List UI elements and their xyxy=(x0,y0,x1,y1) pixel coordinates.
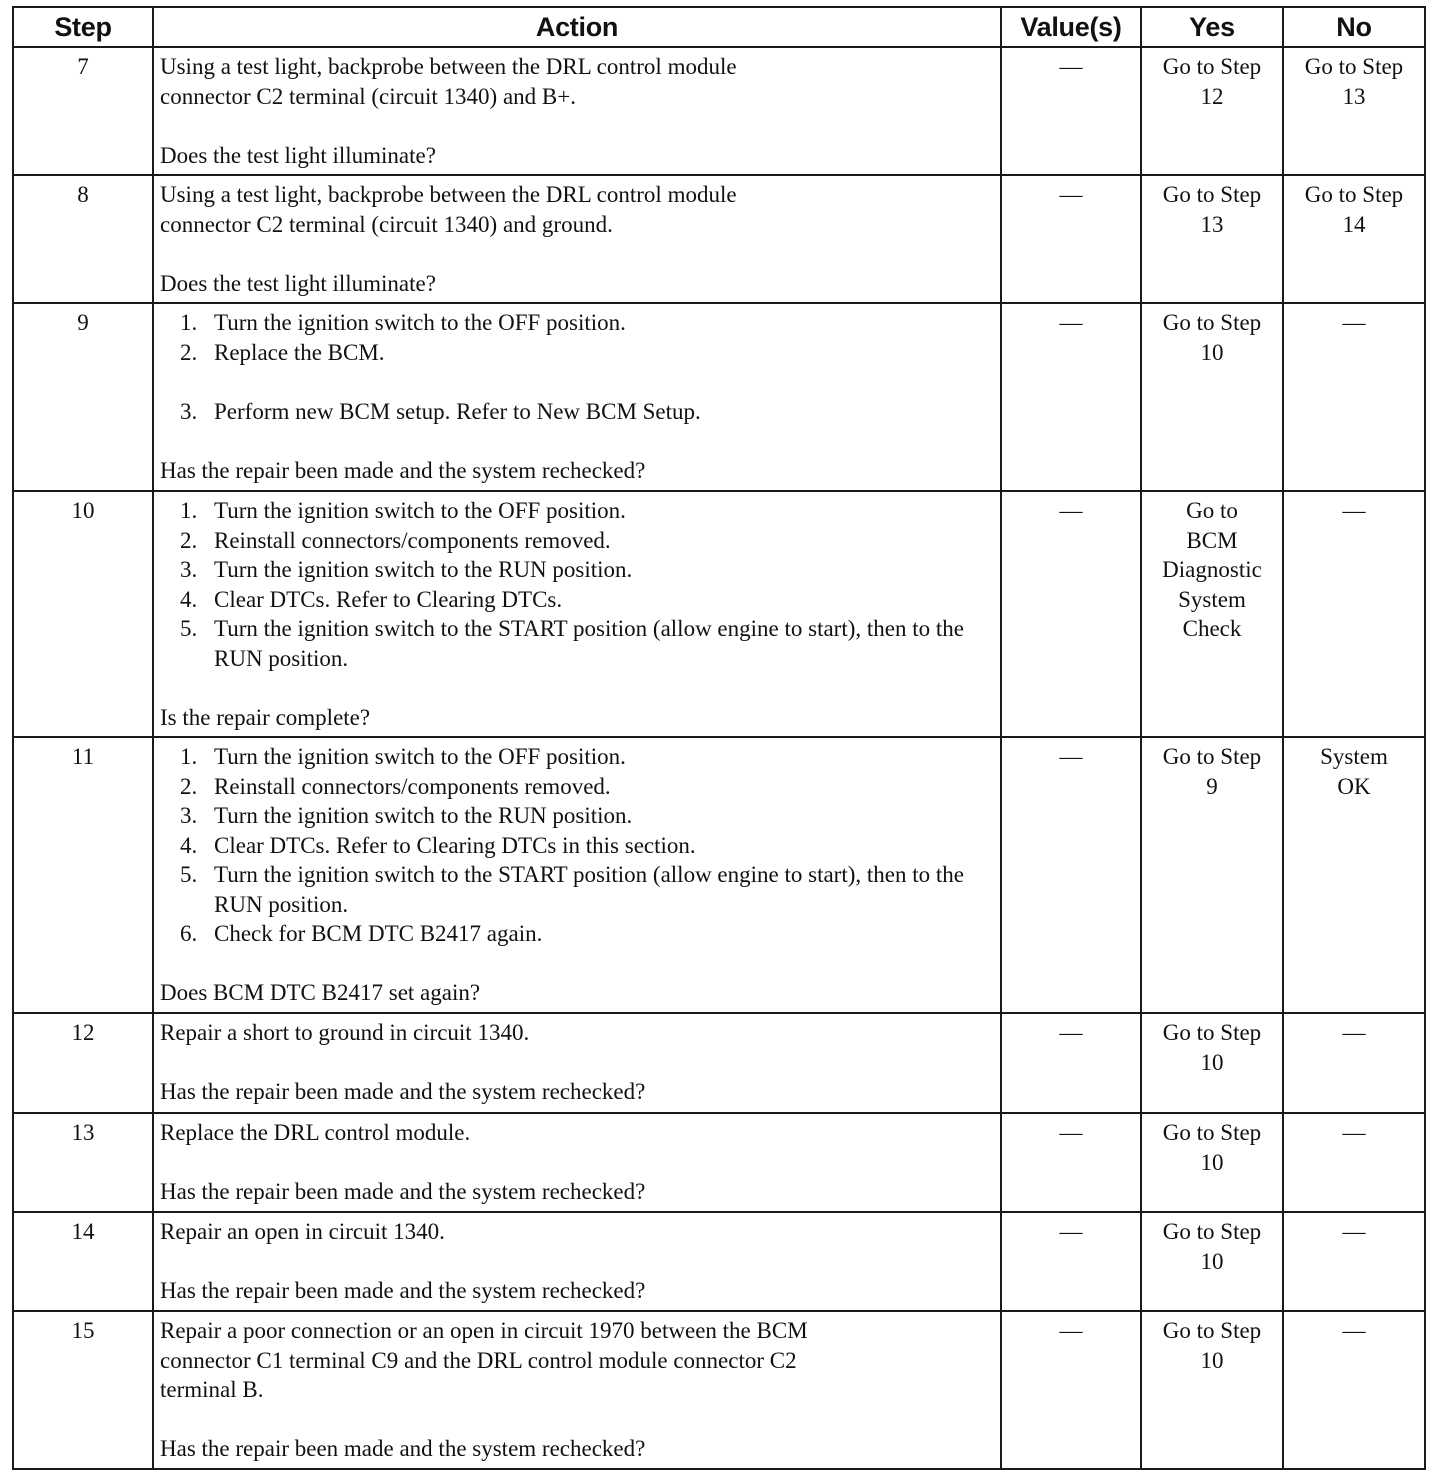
list-item xyxy=(160,397,994,427)
no-text: — xyxy=(1342,498,1366,523)
table-row xyxy=(13,491,1425,737)
yes-text: 10 xyxy=(1200,339,1224,365)
no-text: System xyxy=(1320,744,1388,769)
action-cell xyxy=(153,1212,1001,1311)
table-row xyxy=(13,47,1425,175)
list-text: Clear DTCs. Refer to Clearing DTCs in this section. xyxy=(214,832,696,858)
action-question: Has the repair been made and the system rechecked? xyxy=(160,457,646,483)
yes-text: Go to Step xyxy=(1162,310,1262,335)
step-number: 9 xyxy=(13,303,153,491)
no-cell xyxy=(1283,737,1425,1013)
no-cell xyxy=(1283,1311,1425,1469)
diagnostic-table xyxy=(12,6,1426,1470)
step-number: 11 xyxy=(13,737,153,1013)
header-row xyxy=(13,7,1425,47)
value-cell: — xyxy=(1001,1311,1141,1469)
yes-text: Go to Step xyxy=(1162,1020,1262,1045)
yes-cell xyxy=(1141,1113,1283,1212)
yes-cell xyxy=(1141,303,1283,491)
list-item xyxy=(160,742,994,772)
list-item xyxy=(160,526,994,556)
step-number: 15 xyxy=(13,1311,153,1469)
action-cell xyxy=(153,1311,1001,1469)
table-row xyxy=(13,175,1425,303)
header-values: Value(s) xyxy=(1001,7,1141,47)
yes-cell xyxy=(1141,737,1283,1013)
list-text: Reinstall connectors/components removed. xyxy=(214,527,611,553)
list-item xyxy=(160,772,994,802)
value-cell: — xyxy=(1001,491,1141,737)
yes-text: 10 xyxy=(1200,1149,1224,1175)
action-text: Using a test light, backprobe between the DRL control module xyxy=(160,182,737,207)
yes-text: Go to Step xyxy=(1162,182,1262,207)
action-question: Does BCM DTC B2417 set again? xyxy=(160,980,481,1005)
list-item xyxy=(160,614,994,673)
list-item xyxy=(160,308,994,338)
value-cell: — xyxy=(1001,1113,1141,1212)
list-number: 1. xyxy=(180,310,198,335)
list-number: 3. xyxy=(180,803,198,828)
action-cell xyxy=(153,1113,1001,1212)
yes-text: 13 xyxy=(1200,211,1224,237)
list-text: Turn the ignition switch to the OFF position. xyxy=(214,498,626,523)
action-cell xyxy=(153,491,1001,737)
table-row xyxy=(13,1013,1425,1113)
no-text: OK xyxy=(1337,773,1371,799)
header-no: No xyxy=(1283,7,1425,47)
action-text: connector C1 terminal C9 and the DRL control module connector C2 xyxy=(160,1347,797,1373)
list-item xyxy=(160,585,994,615)
yes-cell xyxy=(1141,1013,1283,1113)
list-number: 3. xyxy=(180,398,198,424)
list-number: 5. xyxy=(180,862,198,887)
action-cell xyxy=(153,303,1001,491)
no-text: — xyxy=(1342,1020,1366,1045)
list-item xyxy=(160,860,994,919)
no-text: — xyxy=(1342,1219,1366,1244)
no-text: Go to Step xyxy=(1304,182,1404,207)
no-cell xyxy=(1283,1113,1425,1212)
list-number: 2. xyxy=(180,339,198,365)
no-cell xyxy=(1283,1013,1425,1113)
yes-text: 10 xyxy=(1200,1248,1224,1274)
value-cell: — xyxy=(1001,303,1141,491)
action-text: Replace the DRL control module. xyxy=(160,1120,471,1145)
action-text: Repair a poor connection or an open in circuit 1970 between the BCM xyxy=(160,1318,808,1343)
no-text: — xyxy=(1342,1318,1366,1343)
yes-cell xyxy=(1141,491,1283,737)
list-number: 6. xyxy=(180,921,198,946)
no-text: — xyxy=(1342,310,1366,335)
header-action: Action xyxy=(153,7,1001,47)
action-question: Is the repair complete? xyxy=(160,704,371,730)
list-text: Turn the ignition switch to the OFF position. xyxy=(214,310,626,335)
list-text: Turn the ignition switch to the START position (allow engine to start), then to the RUN position. xyxy=(214,616,964,671)
value-cell: — xyxy=(1001,1212,1141,1311)
list-text: Reinstall connectors/components removed. xyxy=(214,773,611,799)
value-cell: — xyxy=(1001,737,1141,1013)
action-text: Using a test light, backprobe between the DRL control module xyxy=(160,54,737,79)
list-text: Turn the ignition switch to the START position (allow engine to start), then to the RUN position. xyxy=(214,862,964,917)
value-cell: — xyxy=(1001,47,1141,175)
table-row xyxy=(13,1113,1425,1212)
action-question: Has the repair been made and the system rechecked? xyxy=(160,1278,646,1303)
value-cell: — xyxy=(1001,1013,1141,1113)
action-text: connector C2 terminal (circuit 1340) and B+. xyxy=(160,83,576,109)
yes-text: Go to Step xyxy=(1162,744,1262,769)
action-text: terminal B. xyxy=(160,1377,264,1402)
action-cell xyxy=(153,175,1001,303)
header-yes: Yes xyxy=(1141,7,1283,47)
action-question: Has the repair been made and the system rechecked? xyxy=(160,1436,646,1461)
instruction-list xyxy=(160,742,994,949)
yes-text: 9 xyxy=(1206,773,1218,799)
step-number: 13 xyxy=(13,1113,153,1212)
no-cell xyxy=(1283,491,1425,737)
list-item xyxy=(160,919,994,949)
table-row xyxy=(13,303,1425,491)
no-text: 14 xyxy=(1342,211,1366,237)
action-cell xyxy=(153,737,1001,1013)
list-item xyxy=(160,801,994,831)
list-text: Turn the ignition switch to the RUN position. xyxy=(214,557,633,582)
list-number: 2. xyxy=(180,527,198,553)
action-question: Has the repair been made and the system rechecked? xyxy=(160,1079,646,1104)
yes-text: BCM xyxy=(1186,527,1238,553)
yes-text: Go to Step xyxy=(1162,1120,1262,1145)
list-text: Replace the BCM. xyxy=(214,339,385,365)
list-number: 2. xyxy=(180,773,198,799)
list-number: 1. xyxy=(180,498,198,523)
step-number: 14 xyxy=(13,1212,153,1311)
yes-cell xyxy=(1141,1311,1283,1469)
yes-cell xyxy=(1141,1212,1283,1311)
list-number: 3. xyxy=(180,557,198,582)
list-number: 5. xyxy=(180,616,198,641)
no-cell xyxy=(1283,303,1425,491)
instruction-list xyxy=(160,496,994,673)
action-question: Has the repair been made and the system rechecked? xyxy=(160,1179,646,1204)
list-item xyxy=(160,496,994,526)
step-number: 10 xyxy=(13,491,153,737)
table-row xyxy=(13,1212,1425,1311)
no-text: 13 xyxy=(1342,83,1366,109)
yes-cell xyxy=(1141,175,1283,303)
yes-text: Check xyxy=(1182,616,1242,641)
header-step: Step xyxy=(13,7,153,47)
yes-text: 10 xyxy=(1200,1347,1224,1373)
yes-text: System xyxy=(1178,586,1246,612)
no-cell xyxy=(1283,1212,1425,1311)
action-question: Does the test light illuminate? xyxy=(160,142,436,168)
list-item xyxy=(160,338,994,368)
no-text: Go to Step xyxy=(1304,54,1404,79)
list-number: 4. xyxy=(180,832,198,858)
no-cell xyxy=(1283,47,1425,175)
action-question: Does the test light illuminate? xyxy=(160,270,436,296)
step-number: 12 xyxy=(13,1013,153,1113)
yes-cell xyxy=(1141,47,1283,175)
yes-text: 10 xyxy=(1200,1049,1224,1075)
list-text: Perform new BCM setup. Refer to New BCM Setup. xyxy=(214,398,701,424)
table-row xyxy=(13,737,1425,1013)
list-text: Clear DTCs. Refer to Clearing DTCs. xyxy=(214,586,563,612)
yes-text: 12 xyxy=(1200,83,1224,109)
list-number: 1. xyxy=(180,744,198,769)
list-item xyxy=(160,555,994,585)
yes-text: Go to xyxy=(1186,498,1238,523)
no-cell xyxy=(1283,175,1425,303)
yes-text: Diagnostic xyxy=(1162,557,1262,582)
list-number: 4. xyxy=(180,586,198,612)
action-cell xyxy=(153,1013,1001,1113)
table-row xyxy=(13,1311,1425,1469)
value-cell: — xyxy=(1001,175,1141,303)
list-text: Turn the ignition switch to the OFF position. xyxy=(214,744,626,769)
action-text: Repair an open in circuit 1340. xyxy=(160,1219,445,1244)
list-text: Check for BCM DTC B2417 again. xyxy=(214,921,543,946)
yes-text: Go to Step xyxy=(1162,1219,1262,1244)
yes-text: Go to Step xyxy=(1162,1318,1262,1343)
instruction-list xyxy=(160,308,994,426)
list-text: Turn the ignition switch to the RUN position. xyxy=(214,803,633,828)
yes-text: Go to Step xyxy=(1162,54,1262,79)
action-cell xyxy=(153,47,1001,175)
list-item xyxy=(160,831,994,861)
action-text: connector C2 terminal (circuit 1340) and ground. xyxy=(160,211,613,237)
step-number: 8 xyxy=(13,175,153,303)
step-number: 7 xyxy=(13,47,153,175)
no-text: — xyxy=(1342,1120,1366,1145)
action-text: Repair a short to ground in circuit 1340. xyxy=(160,1020,530,1045)
